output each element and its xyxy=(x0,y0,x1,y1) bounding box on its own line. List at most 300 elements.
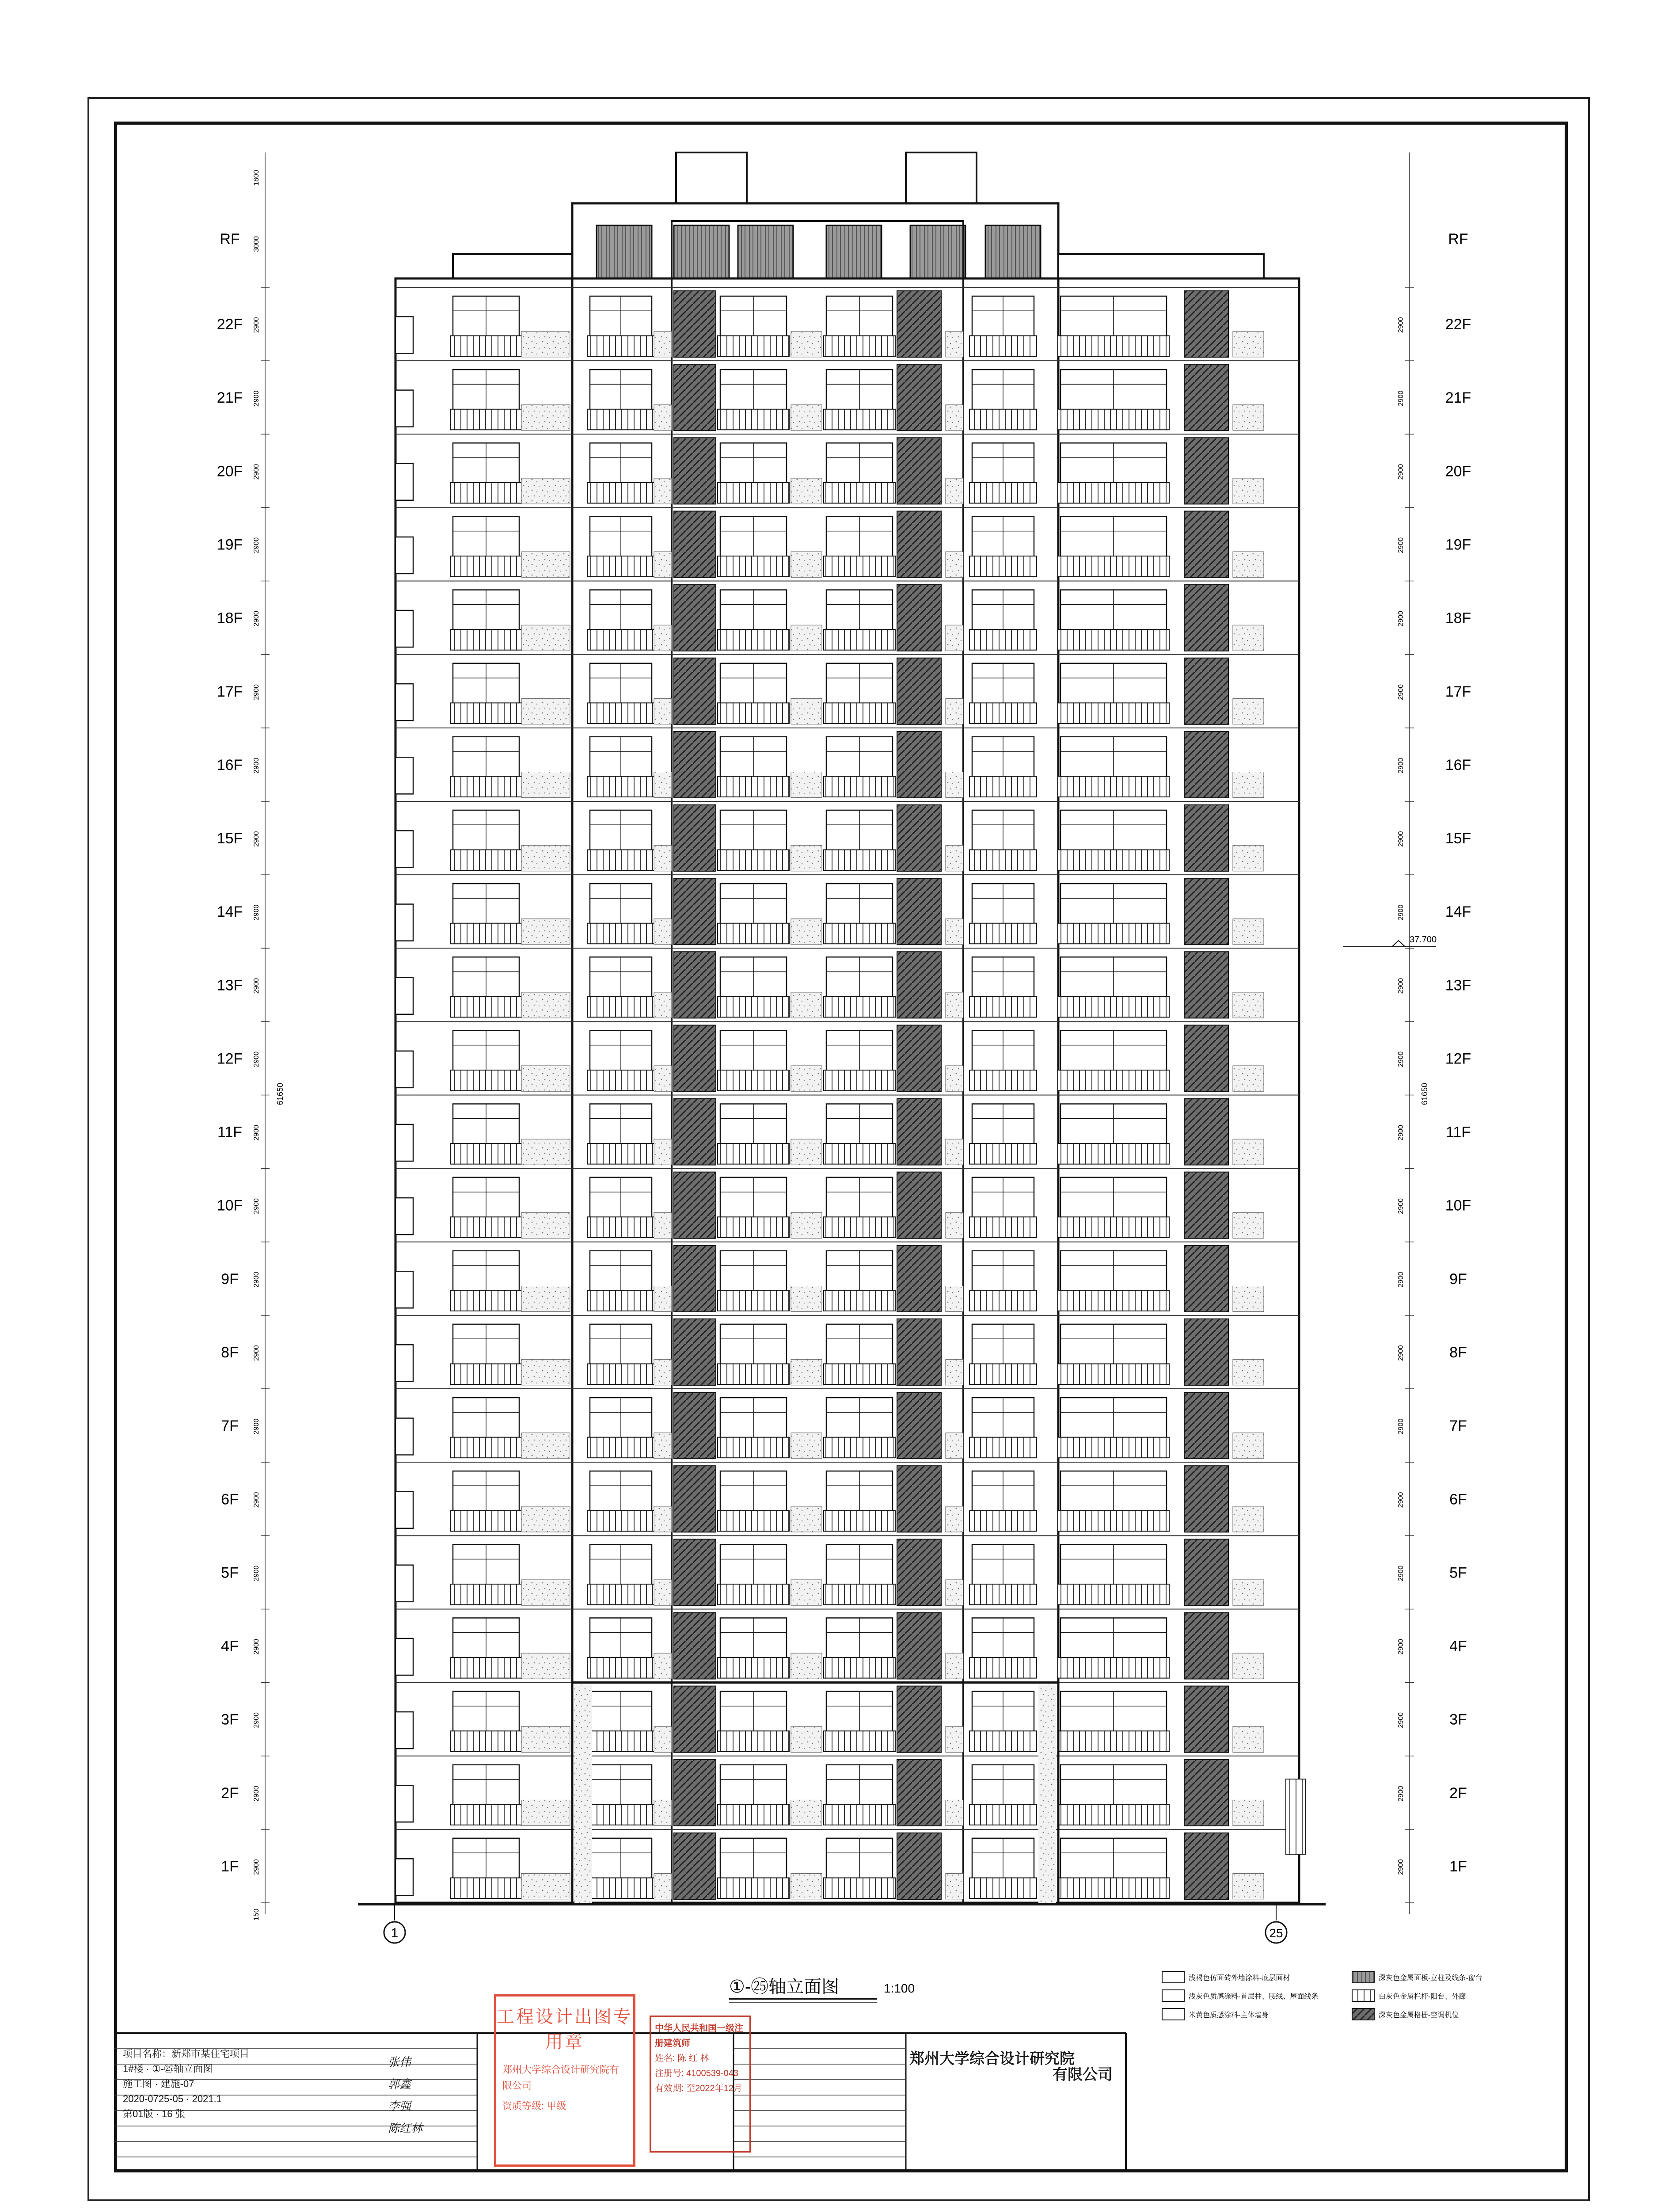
drawing-title xyxy=(729,1977,915,2002)
textured-panel xyxy=(1233,1506,1264,1532)
ac-grille xyxy=(1184,1099,1228,1165)
side-balcony xyxy=(395,1198,413,1235)
balcony-railing xyxy=(450,1437,522,1458)
ac-grille xyxy=(674,1099,716,1165)
dim-value: 2900 xyxy=(253,611,260,627)
balcony-railing xyxy=(969,1584,1037,1605)
balcony-railing xyxy=(718,923,789,944)
balcony-railing xyxy=(1058,1731,1169,1752)
side-balcony xyxy=(395,316,413,353)
textured-panel xyxy=(654,1653,672,1679)
legend-label: 浅褐色仿面砖外墙涂料-底层面材 xyxy=(1189,1974,1290,1982)
total-height-dim: 61650 xyxy=(1420,1082,1429,1105)
level-label-left: 20F xyxy=(217,463,243,480)
textured-panel xyxy=(521,1580,570,1605)
textured-panel xyxy=(654,625,672,651)
textured-panel xyxy=(521,1066,570,1091)
balcony-railing xyxy=(1058,409,1169,430)
textured-panel xyxy=(946,1800,963,1825)
balcony-railing xyxy=(450,1143,522,1164)
textured-panel xyxy=(791,1433,822,1459)
balcony-railing xyxy=(824,1511,895,1532)
legend-swatch xyxy=(1352,2008,1374,2020)
textured-panel xyxy=(521,478,570,504)
ac-grille xyxy=(1184,952,1228,1018)
balcony-railing xyxy=(969,1878,1037,1899)
balcony-railing xyxy=(718,776,789,797)
balcony-railing xyxy=(450,1731,522,1752)
side-balcony xyxy=(395,831,413,867)
side-balcony xyxy=(395,1124,413,1161)
balcony-railing xyxy=(824,1731,895,1752)
dim-value: 2900 xyxy=(1397,1712,1405,1728)
level-label-right: 10F xyxy=(1445,1197,1471,1214)
balcony-railing xyxy=(1058,776,1169,797)
balcony-railing xyxy=(1058,1584,1169,1605)
material-legend xyxy=(1162,1971,1482,2020)
balcony-railing xyxy=(450,1658,522,1678)
balcony-railing xyxy=(587,1364,654,1385)
balcony-railing xyxy=(587,1584,654,1605)
ac-grille xyxy=(674,1172,716,1238)
level-label-left: 14F xyxy=(217,903,243,921)
balcony-railing xyxy=(718,1584,789,1605)
design-seal-stamp xyxy=(494,1994,635,2167)
level-label-left: 4F xyxy=(221,1638,239,1655)
level-label-left: 21F xyxy=(217,389,243,407)
axis-marker-start xyxy=(384,1904,405,1943)
balcony-railing xyxy=(718,997,789,1017)
balcony-railing xyxy=(1058,1437,1169,1458)
textured-panel xyxy=(654,1800,672,1825)
balcony-railing xyxy=(718,850,789,871)
textured-panel xyxy=(1233,698,1264,724)
dim-value: 2900 xyxy=(253,1051,260,1067)
textured-panel xyxy=(654,846,672,871)
balcony-railing xyxy=(718,1804,789,1825)
level-label-left: 2F xyxy=(221,1784,239,1802)
textured-panel xyxy=(654,1506,672,1532)
ac-grille xyxy=(897,1319,941,1385)
level-label-left: 6F xyxy=(221,1491,239,1508)
balcony-railing xyxy=(824,923,895,944)
dim-value: 2900 xyxy=(1397,1492,1405,1508)
ac-grille xyxy=(1184,732,1228,798)
dim-value: 1800 xyxy=(253,170,260,186)
balcony-railing xyxy=(969,1658,1037,1678)
ac-grille xyxy=(897,585,941,651)
balcony-railing xyxy=(718,1658,789,1678)
ac-grille xyxy=(674,1392,716,1459)
textured-panel xyxy=(1233,1653,1264,1679)
dim-value: 2900 xyxy=(253,1272,260,1288)
drawing-title-text: ①-㉕轴立面图 xyxy=(729,1977,840,1997)
balcony-railing xyxy=(1058,850,1169,871)
balcony-railing xyxy=(1058,1658,1169,1678)
stamp-line1: 郑州大学综合设计研究院有限公司 xyxy=(502,2064,620,2091)
balcony-railing xyxy=(587,629,654,650)
balcony-railing xyxy=(824,1437,895,1458)
level-label-left: 17F xyxy=(217,683,243,700)
balcony-railing xyxy=(718,409,789,430)
balcony-railing xyxy=(450,483,522,503)
sig-approver: 李强 xyxy=(388,2100,411,2113)
ac-grille xyxy=(897,732,941,798)
textured-panel xyxy=(946,992,963,1018)
balcony-railing xyxy=(1058,1143,1169,1164)
level-label-left: 22F xyxy=(217,316,243,333)
textured-panel xyxy=(1233,552,1264,577)
textured-panel xyxy=(791,1580,822,1605)
level-label-right: 7F xyxy=(1449,1417,1467,1435)
dim-value: 2900 xyxy=(253,1638,260,1655)
total-height-dim: 61650 xyxy=(276,1082,285,1105)
company-name-2: 有限公司 xyxy=(1053,2066,1113,2083)
ac-grille xyxy=(897,291,941,357)
balcony-railing xyxy=(718,1290,789,1311)
balcony-railing xyxy=(1058,1364,1169,1385)
balcony-railing xyxy=(969,629,1037,650)
dim-value: 2900 xyxy=(1397,1565,1405,1581)
ac-grille xyxy=(897,438,941,504)
balcony-railing xyxy=(450,703,522,724)
balcony-railing xyxy=(587,1731,654,1752)
left-level-markers xyxy=(217,152,285,1920)
side-balcony xyxy=(395,1638,413,1675)
stage: 施工图 xyxy=(123,2078,152,2089)
ac-grille xyxy=(674,291,716,357)
textured-panel xyxy=(791,1506,822,1532)
ac-grille xyxy=(1184,1466,1228,1532)
balcony-railing xyxy=(587,1511,654,1532)
ac-grille xyxy=(1184,1025,1228,1091)
textured-panel xyxy=(946,625,963,651)
dim-value: 2900 xyxy=(1397,1418,1405,1435)
level-label-left: 13F xyxy=(217,977,243,994)
balcony-railing xyxy=(824,1658,895,1678)
textured-panel xyxy=(946,405,963,431)
textured-panel xyxy=(521,1139,570,1165)
level-label-left: 7F xyxy=(221,1417,239,1435)
textured-panel xyxy=(1233,992,1264,1018)
level-label-right: 8F xyxy=(1449,1344,1467,1361)
balcony-railing xyxy=(450,1804,522,1825)
legend-swatch xyxy=(1162,1990,1184,2001)
textured-panel xyxy=(521,625,570,651)
version: 第01版 xyxy=(123,2108,153,2119)
dim-value: 2900 xyxy=(1397,1051,1405,1067)
level-label-right: 12F xyxy=(1445,1050,1471,1067)
legend-swatch xyxy=(1352,1990,1374,2001)
balcony-railing xyxy=(587,1437,654,1458)
balcony-railing xyxy=(824,1878,895,1899)
balcony-railing xyxy=(450,997,522,1017)
title-block-text: 项目名称：新郑市某住宅项目 1#楼 · ①-㉕轴立面图 施工图 · 建施-07 2020-0725-05 · 2021.1 第01版 · 16 张 郑州大学综合设计研究院 有限公司 张伟 郭鑫 李强 陈红林 xyxy=(114,2033,1126,2172)
podium-pilaster xyxy=(1038,1685,1056,1903)
legend-label: 深灰色金属格栅-空调机位 xyxy=(1379,2012,1459,2019)
ac-grille xyxy=(674,585,716,651)
textured-panel xyxy=(654,552,672,577)
legend-label: 白灰色金属栏杆-阳台、外廊 xyxy=(1379,1993,1466,2000)
dim-value: 2900 xyxy=(1397,1638,1405,1655)
legend-swatch xyxy=(1352,1971,1374,1983)
seal-valid: 有效期: 至2022年12月 xyxy=(655,2084,742,2093)
balcony-railing xyxy=(718,556,789,577)
ac-grille xyxy=(897,1099,941,1165)
balcony-railing xyxy=(718,483,789,503)
textured-panel xyxy=(521,405,570,431)
right-level-markers xyxy=(1397,152,1471,1914)
textured-panel xyxy=(654,405,672,431)
textured-panel xyxy=(946,919,963,945)
dim-value: 2900 xyxy=(253,390,260,407)
dim-value: 2900 xyxy=(253,978,260,994)
side-balcony xyxy=(395,1712,413,1749)
textured-panel xyxy=(791,332,822,357)
balcony-railing xyxy=(824,1070,895,1091)
textured-panel xyxy=(1233,332,1264,357)
balcony-railing xyxy=(824,703,895,724)
balcony-railing xyxy=(587,703,654,724)
dim-value: 3000 xyxy=(253,236,260,252)
level-label-right: 19F xyxy=(1445,536,1471,553)
ac-grille xyxy=(897,805,941,871)
ac-grille xyxy=(897,658,941,724)
textured-panel xyxy=(654,1580,672,1605)
textured-panel xyxy=(946,1360,963,1385)
roof-structures xyxy=(453,152,1264,287)
ac-grille xyxy=(674,364,716,431)
ac-grille xyxy=(674,805,716,871)
textured-panel xyxy=(791,1726,822,1752)
balcony-railing xyxy=(969,1217,1037,1238)
balcony-railing xyxy=(718,1437,789,1458)
balcony-railing xyxy=(969,409,1037,430)
textured-panel xyxy=(521,1286,570,1311)
dim-value: 2900 xyxy=(1397,317,1405,333)
balcony-railing xyxy=(587,923,654,944)
ac-grille xyxy=(674,658,716,724)
dim-value: 2900 xyxy=(253,1124,260,1141)
balcony-railing xyxy=(1058,336,1169,357)
side-balcony xyxy=(395,1492,413,1528)
ac-grille xyxy=(1184,1392,1228,1459)
side-balcony xyxy=(395,1565,413,1602)
balcony-railing xyxy=(1058,1217,1169,1238)
textured-panel xyxy=(946,1580,963,1605)
level-label-left: 1F xyxy=(221,1858,239,1875)
balcony-railing xyxy=(1058,629,1169,650)
elevation-value: 37.700 xyxy=(1410,935,1437,945)
textured-panel xyxy=(946,846,963,871)
textured-panel xyxy=(654,992,672,1018)
balcony-railing xyxy=(718,1364,789,1385)
textured-panel xyxy=(791,1874,822,1899)
dim-value: 2900 xyxy=(1397,1345,1405,1361)
ac-grille xyxy=(674,1539,716,1605)
ac-grille xyxy=(1184,291,1228,357)
balcony-railing xyxy=(718,1878,789,1899)
ac-grille xyxy=(897,1246,941,1312)
balcony-railing xyxy=(450,336,522,357)
ac-grille xyxy=(674,952,716,1018)
drawing-scale: 1:100 xyxy=(884,1981,915,1995)
balcony-railing xyxy=(969,776,1037,797)
side-balcony xyxy=(395,1271,413,1308)
textured-panel xyxy=(521,1800,570,1825)
textured-panel xyxy=(521,1506,570,1532)
textured-panel xyxy=(791,625,822,651)
textured-panel xyxy=(654,1726,672,1752)
dim-value: 2900 xyxy=(1397,1786,1405,1802)
dim-value: 2900 xyxy=(253,758,260,774)
balcony-railing xyxy=(450,629,522,650)
balcony-railing xyxy=(824,1217,895,1238)
textured-panel xyxy=(946,1139,963,1165)
ac-grille xyxy=(674,1833,716,1899)
dim-value: 2900 xyxy=(1397,978,1405,994)
dim-value: 2900 xyxy=(1397,1124,1405,1141)
level-label-right: 2F xyxy=(1449,1784,1467,1802)
dim-value: 2900 xyxy=(253,1712,260,1728)
textured-panel xyxy=(1233,919,1264,945)
balcony-railing xyxy=(824,776,895,797)
dim-value: 2900 xyxy=(1397,611,1405,627)
textured-panel xyxy=(654,1874,672,1899)
textured-panel xyxy=(791,1286,822,1311)
textured-panel xyxy=(654,1433,672,1459)
legend-swatch xyxy=(1162,1971,1184,1983)
textured-panel xyxy=(1233,405,1264,431)
balcony-railing xyxy=(1058,1804,1169,1825)
ac-grille xyxy=(1184,1760,1228,1826)
building-number: 1#楼 xyxy=(123,2063,144,2074)
textured-panel xyxy=(521,1433,570,1459)
drawing-no: 建施-07 xyxy=(160,2078,194,2089)
ac-grille xyxy=(1184,511,1228,577)
balcony-railing xyxy=(587,1658,654,1678)
seal-name: 姓名: 陈 红 林 xyxy=(655,2054,709,2063)
balcony-railing xyxy=(824,997,895,1017)
textured-panel xyxy=(1233,772,1264,798)
sig-checker: 郭鑫 xyxy=(388,2077,411,2091)
balcony-railing xyxy=(718,1217,789,1238)
ac-grille xyxy=(1184,1686,1228,1753)
ac-grille xyxy=(674,438,716,504)
side-balcony xyxy=(395,1785,413,1822)
balcony-railing xyxy=(718,336,789,357)
balcony-railing xyxy=(824,629,895,650)
ac-grille xyxy=(897,1172,941,1238)
textured-panel xyxy=(1233,1800,1264,1825)
balcony-railing xyxy=(824,1143,895,1164)
ac-grille xyxy=(897,1833,941,1899)
balcony-railing xyxy=(969,1731,1037,1752)
textured-panel xyxy=(791,552,822,577)
ac-grille xyxy=(897,878,941,945)
balcony-railing xyxy=(587,1290,654,1311)
architect-seal xyxy=(650,2016,751,2153)
axis-label-end: 25 xyxy=(1269,1926,1283,1940)
ac-grille xyxy=(1184,1833,1228,1899)
legend-label: 米黄色质感涂料-主体墙身 xyxy=(1189,2012,1269,2019)
dim-value: 2900 xyxy=(1397,464,1405,480)
side-balcony xyxy=(395,390,413,427)
ac-grille xyxy=(897,511,941,577)
legend-swatch xyxy=(1162,2008,1184,2020)
textured-panel xyxy=(946,1726,963,1752)
dim-value: 2900 xyxy=(1397,1272,1405,1288)
ac-grille xyxy=(1184,1612,1228,1679)
level-label-right: 9F xyxy=(1449,1270,1467,1288)
balcony-railing xyxy=(1058,703,1169,724)
balcony-railing xyxy=(450,1217,522,1238)
textured-panel xyxy=(946,1066,963,1091)
side-balcony xyxy=(395,904,413,941)
textured-panel xyxy=(946,1506,963,1532)
ac-grille xyxy=(674,1025,716,1091)
dim-value: 2900 xyxy=(1397,537,1405,553)
ac-grille xyxy=(897,1466,941,1532)
balcony-railing xyxy=(450,1878,522,1899)
entrance-louver xyxy=(1286,1779,1306,1854)
balcony-railing xyxy=(587,850,654,871)
legend-label: 深灰色金属面板-立柱及线条-窗台 xyxy=(1379,1974,1482,1982)
textured-panel xyxy=(946,698,963,724)
level-label-left: 8F xyxy=(221,1344,239,1361)
level-label-left: 15F xyxy=(217,830,243,847)
textured-panel xyxy=(791,772,822,798)
textured-panel xyxy=(946,1286,963,1311)
level-label-right: 20F xyxy=(1445,463,1471,480)
project-no: 2020-0725-05 xyxy=(123,2093,184,2104)
ac-grille xyxy=(897,1612,941,1679)
balcony-railing xyxy=(1058,997,1169,1017)
textured-panel xyxy=(654,1360,672,1385)
axis-marker-end xyxy=(1266,1904,1287,1943)
balcony-railing xyxy=(824,556,895,577)
date: 2021.1 xyxy=(192,2093,222,2104)
seal-number: 注册号: 4100539-043 xyxy=(655,2069,739,2078)
dim-value: 2900 xyxy=(253,464,260,480)
balcony-railing xyxy=(450,1364,522,1385)
level-label-left: 11F xyxy=(217,1124,243,1141)
dim-value: 2900 xyxy=(253,904,260,921)
balcony-railing xyxy=(824,1364,895,1385)
balcony-railing xyxy=(450,1290,522,1311)
ac-grille xyxy=(674,1686,716,1753)
textured-panel xyxy=(654,332,672,357)
balcony-railing xyxy=(718,1143,789,1164)
level-label-right: 1F xyxy=(1449,1858,1467,1875)
ac-grille xyxy=(897,1539,941,1605)
balcony-railing xyxy=(824,850,895,871)
balcony-railing xyxy=(824,1804,895,1825)
balcony-railing xyxy=(587,409,654,430)
ac-grille xyxy=(674,1612,716,1679)
level-label-right: 17F xyxy=(1445,683,1471,700)
level-label-left: 9F xyxy=(221,1270,239,1288)
balcony-railing xyxy=(587,483,654,503)
dim-value: 2900 xyxy=(253,317,260,333)
level-label-left: 10F xyxy=(217,1197,243,1214)
stamp-line2: 资质等级: 甲级 xyxy=(502,2100,566,2111)
textured-panel xyxy=(946,1874,963,1899)
textured-panel xyxy=(791,846,822,871)
sig-owner: 陈红林 xyxy=(388,2122,423,2135)
ac-grille xyxy=(1184,1319,1228,1385)
balcony-railing xyxy=(969,1364,1037,1385)
